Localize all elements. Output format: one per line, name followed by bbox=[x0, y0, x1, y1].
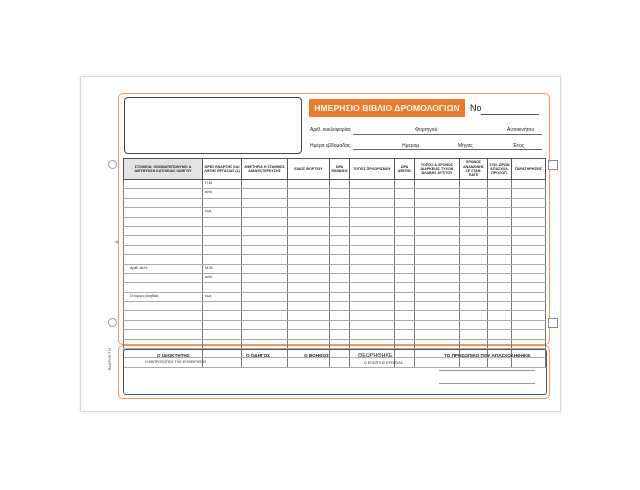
table-cell[interactable] bbox=[124, 330, 203, 339]
table-cell[interactable] bbox=[203, 208, 242, 217]
table-cell[interactable] bbox=[512, 255, 546, 264]
table-cell[interactable] bbox=[242, 264, 288, 273]
checkbox-footer-right[interactable] bbox=[548, 318, 558, 328]
table-cell[interactable] bbox=[242, 330, 288, 339]
table-cell[interactable] bbox=[488, 320, 512, 329]
staff-label: ΤΟ ΠΡΟΣΩΠΙΚΟ ΠΟΥ ΑΠΑΣΧΟΛΗΘΗΚΕ bbox=[444, 353, 531, 358]
table-cell[interactable] bbox=[288, 302, 330, 311]
table-cell[interactable] bbox=[512, 283, 546, 292]
table-cell[interactable] bbox=[415, 189, 460, 198]
table-cell[interactable] bbox=[203, 217, 242, 226]
table-cell[interactable] bbox=[242, 302, 288, 311]
table-cell[interactable] bbox=[288, 264, 330, 273]
table-cell[interactable] bbox=[488, 273, 512, 282]
header-remarks: ΠΑΡΑΤΗΡΗΣΕΙΣ bbox=[512, 159, 546, 180]
header-breakdown: ΤΟΠΟΣ & ΧΡΟΝΟΣ ΔΙΑΡΚΕΙΑΣ ΤΥΧΟΝ ΒΛΑΒΗΣ ΑΥΤ/ΤΟΥ bbox=[415, 159, 460, 180]
table-cell[interactable] bbox=[242, 208, 288, 217]
routes-table bbox=[123, 158, 546, 368]
table-cell[interactable] bbox=[124, 236, 203, 245]
table-cell[interactable] bbox=[350, 180, 395, 189]
driver-signature-label: Ο ΟΔΗΓΟΣ bbox=[246, 353, 271, 358]
table-cell[interactable] bbox=[288, 320, 330, 329]
header-work-hours: ΩΡΕΣ ΕΝΑΡΞΗΣ ΚΑΙ ΛΗΞΗΣ ΕΡΓΑΣΙΑΣ (1) bbox=[203, 159, 242, 180]
table-cell[interactable] bbox=[395, 339, 415, 348]
table-cell[interactable] bbox=[124, 302, 203, 311]
header-waiting-time: ΧΡΟΝΟΣ ΑΝΑΜΟΝΗΣ ΣΕ ΣΤΑΘ. ΠΑΤΕ bbox=[460, 159, 488, 180]
table-cell[interactable] bbox=[124, 217, 203, 226]
table-cell[interactable] bbox=[415, 273, 460, 282]
cell-label-eos1: έως bbox=[205, 209, 212, 214]
table-cell[interactable] bbox=[330, 330, 350, 339]
table-row bbox=[124, 273, 546, 282]
weekday-label: Ημέρα εβδομάδας bbox=[310, 143, 351, 149]
table-cell[interactable] bbox=[395, 208, 415, 217]
table-row bbox=[124, 311, 546, 320]
table-cell[interactable] bbox=[350, 283, 395, 292]
table-cell[interactable] bbox=[288, 217, 330, 226]
table-cell[interactable] bbox=[350, 273, 395, 282]
table-cell[interactable] bbox=[203, 330, 242, 339]
truck-label: Αυτοκινήτου bbox=[507, 127, 535, 133]
table-cell[interactable] bbox=[415, 330, 460, 339]
table-cell[interactable] bbox=[124, 245, 203, 254]
table-cell[interactable] bbox=[350, 339, 395, 348]
table-cell[interactable] bbox=[488, 245, 512, 254]
table-cell[interactable] bbox=[415, 264, 460, 273]
table-cell[interactable] bbox=[242, 273, 288, 282]
table-cell[interactable] bbox=[488, 189, 512, 198]
table-row bbox=[124, 236, 546, 245]
table-cell[interactable] bbox=[350, 198, 395, 207]
table-cell[interactable] bbox=[288, 311, 330, 320]
table-cell[interactable] bbox=[460, 180, 488, 189]
table-cell[interactable] bbox=[330, 236, 350, 245]
table-cell[interactable] bbox=[242, 320, 288, 329]
helper-signature-label: Ο ΒΟΗΘΟΣ bbox=[304, 353, 329, 358]
table-cell[interactable] bbox=[460, 311, 488, 320]
table-cell[interactable] bbox=[288, 226, 330, 235]
cell-label-eos2: έως bbox=[205, 293, 212, 298]
cell-label-pm: Π.Μ. bbox=[205, 181, 214, 185]
table-cell[interactable] bbox=[288, 273, 330, 282]
table-cell[interactable] bbox=[395, 320, 415, 329]
table-cell[interactable] bbox=[350, 330, 395, 339]
table-row bbox=[124, 217, 546, 226]
table-cell[interactable] bbox=[395, 245, 415, 254]
table-cell[interactable] bbox=[350, 245, 395, 254]
table-cell[interactable] bbox=[395, 302, 415, 311]
table-cell[interactable] bbox=[330, 217, 350, 226]
table-cell[interactable] bbox=[488, 180, 512, 189]
table-cell[interactable] bbox=[415, 198, 460, 207]
table-cell[interactable] bbox=[242, 255, 288, 264]
table-header-row bbox=[124, 159, 546, 180]
table-cell[interactable] bbox=[488, 198, 512, 207]
table-cell[interactable] bbox=[488, 236, 512, 245]
table-cell[interactable] bbox=[124, 320, 203, 329]
table-cell[interactable] bbox=[512, 245, 546, 254]
table-cell[interactable] bbox=[395, 292, 415, 301]
year-label: Έτος bbox=[513, 143, 525, 149]
table-cell[interactable] bbox=[350, 320, 395, 329]
header-arrival-time: ΩΡΑ ΑΦΙΞΗΣ bbox=[395, 159, 415, 180]
table-cell[interactable] bbox=[350, 255, 395, 264]
table-cell[interactable] bbox=[460, 264, 488, 273]
table-cell[interactable] bbox=[415, 180, 460, 189]
table-cell[interactable] bbox=[124, 198, 203, 207]
table-cell[interactable] bbox=[288, 198, 330, 207]
cell-label-helper-name: Όνομ/μο βοηθού bbox=[130, 293, 159, 298]
header-cargo-type: ΕΙΔΟΣ ΦΟΡΤΙΟΥ bbox=[288, 159, 330, 180]
table-row bbox=[124, 255, 546, 264]
table-cell[interactable] bbox=[330, 198, 350, 207]
table-cell[interactable] bbox=[242, 292, 288, 301]
table-cell[interactable] bbox=[350, 226, 395, 235]
table-cell[interactable] bbox=[124, 264, 203, 273]
table-cell[interactable] bbox=[415, 255, 460, 264]
checked-stamp-sub: Ο ΕΠΟΠΤΗΣ ΕΡΓΑΣΙΑΣ bbox=[364, 361, 403, 365]
signature-footer bbox=[123, 349, 547, 395]
table-cell[interactable] bbox=[395, 217, 415, 226]
plate-label: Αριθ. κυκλοφορίας bbox=[310, 127, 352, 133]
table-cell[interactable] bbox=[288, 189, 330, 198]
table-cell[interactable] bbox=[203, 264, 242, 273]
table-cell[interactable] bbox=[512, 217, 546, 226]
table-cell[interactable] bbox=[460, 189, 488, 198]
table-cell[interactable] bbox=[330, 339, 350, 348]
table-row bbox=[124, 283, 546, 292]
table-cell[interactable] bbox=[512, 273, 546, 282]
table-cell[interactable] bbox=[395, 273, 415, 282]
table-cell[interactable] bbox=[512, 292, 546, 301]
side-code: ΒΙΑΡΙ/ΚΤΗ bbox=[107, 347, 112, 370]
table-cell[interactable] bbox=[330, 311, 350, 320]
table-cell[interactable] bbox=[242, 283, 288, 292]
table-cell[interactable] bbox=[203, 236, 242, 245]
table-cell[interactable] bbox=[203, 189, 242, 198]
table-cell[interactable] bbox=[242, 189, 288, 198]
table-cell[interactable] bbox=[330, 320, 350, 329]
cell-label-mm: Μ.Μ. bbox=[205, 265, 214, 270]
table-cell[interactable] bbox=[395, 180, 415, 189]
address-box[interactable] bbox=[124, 97, 302, 154]
table-cell[interactable] bbox=[203, 273, 242, 282]
table-cell[interactable] bbox=[124, 208, 203, 217]
table-cell[interactable] bbox=[330, 273, 350, 282]
owner-signature-sub: Η ΕΚΠΡΟΣΩΠΟΣ ΤΗΣ ΕΠΙΧΕΙΡΗΣΗΣ bbox=[145, 360, 207, 364]
table-cell[interactable] bbox=[124, 189, 203, 198]
table-cell[interactable] bbox=[512, 208, 546, 217]
table-cell[interactable] bbox=[512, 302, 546, 311]
table-cell[interactable] bbox=[395, 198, 415, 207]
table-cell[interactable] bbox=[203, 311, 242, 320]
table-cell[interactable] bbox=[288, 236, 330, 245]
table-cell[interactable] bbox=[460, 236, 488, 245]
table-cell[interactable] bbox=[330, 208, 350, 217]
table-cell[interactable] bbox=[288, 292, 330, 301]
table-cell[interactable] bbox=[203, 283, 242, 292]
table-cell[interactable] bbox=[330, 255, 350, 264]
table-cell[interactable] bbox=[460, 245, 488, 254]
table-cell[interactable] bbox=[415, 226, 460, 235]
table-cell[interactable] bbox=[512, 236, 546, 245]
table-cell[interactable] bbox=[488, 302, 512, 311]
table-cell[interactable] bbox=[460, 255, 488, 264]
table-cell[interactable] bbox=[124, 283, 203, 292]
header-destination: ΤΟΠΟΣ ΠΡΟΟΡΙΣΜΟΥ bbox=[350, 159, 395, 180]
table-cell[interactable] bbox=[330, 292, 350, 301]
table-row bbox=[124, 245, 546, 254]
table-cell[interactable] bbox=[395, 264, 415, 273]
table-cell[interactable] bbox=[288, 245, 330, 254]
table-row bbox=[124, 302, 546, 311]
header-departure-time: ΩΡΑ ΕΚΙΝΗΣΗ bbox=[330, 159, 350, 180]
table-cell[interactable] bbox=[124, 273, 203, 282]
table-cell[interactable] bbox=[395, 311, 415, 320]
table-cell[interactable] bbox=[242, 217, 288, 226]
table-cell[interactable] bbox=[488, 330, 512, 339]
table-cell[interactable] bbox=[395, 283, 415, 292]
table-row bbox=[124, 226, 546, 235]
month-label: Μήνας bbox=[458, 143, 473, 149]
table-cell[interactable] bbox=[350, 217, 395, 226]
table-cell[interactable] bbox=[512, 320, 546, 329]
table-cell[interactable] bbox=[395, 236, 415, 245]
table-cell[interactable] bbox=[350, 302, 395, 311]
cargo-label: Φορτηγού bbox=[415, 127, 438, 133]
table-cell[interactable] bbox=[460, 208, 488, 217]
table-row bbox=[124, 339, 546, 348]
table-cell[interactable] bbox=[124, 180, 203, 189]
table-cell[interactable] bbox=[460, 292, 488, 301]
table-cell[interactable] bbox=[512, 198, 546, 207]
table-cell[interactable] bbox=[203, 226, 242, 235]
table-cell[interactable] bbox=[288, 255, 330, 264]
table-cell[interactable] bbox=[242, 180, 288, 189]
table-cell[interactable] bbox=[203, 339, 242, 348]
table-cell[interactable] bbox=[460, 339, 488, 348]
table-row bbox=[124, 320, 546, 329]
table-row bbox=[124, 180, 546, 189]
header-total-hours: ΣΥΝ. ΩΡΩΝ ΑΠΑΣΧΟΛ. ΠΡΟΣΩΠ. bbox=[488, 159, 512, 180]
table-cell[interactable] bbox=[330, 180, 350, 189]
table-cell[interactable] bbox=[488, 208, 512, 217]
table-cell[interactable] bbox=[124, 226, 203, 235]
table-cell[interactable] bbox=[415, 339, 460, 348]
cell-label-apo2: από bbox=[205, 274, 212, 279]
table-cell[interactable] bbox=[488, 217, 512, 226]
table-cell[interactable] bbox=[242, 339, 288, 348]
number-label: No bbox=[470, 103, 482, 113]
table-cell[interactable] bbox=[330, 283, 350, 292]
table-cell[interactable] bbox=[488, 264, 512, 273]
table-cell[interactable] bbox=[288, 330, 330, 339]
table-cell[interactable] bbox=[488, 292, 512, 301]
table-cell[interactable] bbox=[460, 283, 488, 292]
table-cell[interactable] bbox=[350, 189, 395, 198]
pointer-mark-icon: ◄ bbox=[113, 239, 120, 246]
checkbox-header-right[interactable] bbox=[548, 160, 558, 170]
punch-hole-top bbox=[108, 160, 117, 169]
table-cell[interactable] bbox=[288, 283, 330, 292]
table-cell[interactable] bbox=[512, 189, 546, 198]
table-cell[interactable] bbox=[395, 255, 415, 264]
table-cell[interactable] bbox=[350, 264, 395, 273]
table-cell[interactable] bbox=[124, 339, 203, 348]
table-cell[interactable] bbox=[203, 292, 242, 301]
table-cell[interactable] bbox=[395, 226, 415, 235]
table-cell[interactable] bbox=[415, 311, 460, 320]
table-cell[interactable] bbox=[350, 236, 395, 245]
table-cell[interactable] bbox=[395, 330, 415, 339]
plate-line[interactable] bbox=[353, 134, 542, 135]
table-cell[interactable] bbox=[460, 226, 488, 235]
table-cell[interactable] bbox=[460, 273, 488, 282]
table-cell[interactable] bbox=[203, 198, 242, 207]
table-cell[interactable] bbox=[512, 180, 546, 189]
owner-signature-label: Ο ΙΔΙΟΚΤΗΤΗΣ bbox=[157, 353, 190, 358]
table-cell[interactable] bbox=[415, 292, 460, 301]
table-cell[interactable] bbox=[124, 255, 203, 264]
table-cell[interactable] bbox=[415, 283, 460, 292]
table-cell[interactable] bbox=[203, 255, 242, 264]
table-cell[interactable] bbox=[395, 189, 415, 198]
table-cell[interactable] bbox=[415, 302, 460, 311]
form-title: ΗΜΕΡΗΣΙΟ ΒΙΒΛΙΟ ΔΡΟΜΟΛΟΓΙΩΝ bbox=[309, 99, 465, 117]
table-cell[interactable] bbox=[203, 245, 242, 254]
table-cell[interactable] bbox=[203, 180, 242, 189]
table-cell[interactable] bbox=[415, 217, 460, 226]
table-cell[interactable] bbox=[415, 208, 460, 217]
table-cell[interactable] bbox=[288, 339, 330, 348]
date-line[interactable] bbox=[353, 149, 542, 150]
table-cell[interactable] bbox=[330, 302, 350, 311]
table-cell[interactable] bbox=[488, 339, 512, 348]
table-cell[interactable] bbox=[242, 236, 288, 245]
cell-label-apo1: από bbox=[205, 190, 212, 195]
table-cell[interactable] bbox=[512, 264, 546, 273]
table-row bbox=[124, 264, 546, 273]
day-label: Ημερομ. bbox=[402, 143, 421, 149]
table-row bbox=[124, 198, 546, 207]
checked-stamp-label: ΘΕΩΡΗΘΗΚΕ bbox=[358, 353, 393, 359]
table-cell[interactable] bbox=[512, 339, 546, 348]
table-cell[interactable] bbox=[203, 302, 242, 311]
table-cell[interactable] bbox=[124, 311, 203, 320]
table-cell[interactable] bbox=[242, 198, 288, 207]
table-cell[interactable] bbox=[415, 236, 460, 245]
table-row bbox=[124, 208, 546, 217]
table-row bbox=[124, 292, 546, 301]
table-cell[interactable] bbox=[330, 226, 350, 235]
table-cell[interactable] bbox=[460, 302, 488, 311]
table-cell[interactable] bbox=[460, 330, 488, 339]
table-cell[interactable] bbox=[460, 198, 488, 207]
header-driver-info: ΣΤΟΙΧΕΙΑ: ΟΝΟΜΑΤΕΠΩΝΥΜΟ & ΔΙΕΥΘΥΝΣΗ ΚΑΤΟΙΚΙΑΣ ΟΔΗΓΟΥ bbox=[124, 159, 203, 180]
table-cell[interactable] bbox=[460, 320, 488, 329]
staff-line-2[interactable] bbox=[439, 383, 535, 384]
table-cell[interactable] bbox=[203, 320, 242, 329]
number-line[interactable] bbox=[481, 114, 539, 115]
table-cell[interactable] bbox=[242, 245, 288, 254]
table-cell[interactable] bbox=[288, 208, 330, 217]
cell-label-id-no: Αριθ. Δελτ. bbox=[130, 265, 149, 270]
table-cell[interactable] bbox=[242, 226, 288, 235]
header-departure-station: ΑΦΕΤΗΡΙΑ Η ΣΤΑΘΜΟΣ ΔΙΑΝΥΚΤΕΡΕΥΣΗΣ bbox=[242, 159, 288, 180]
table-cell[interactable] bbox=[488, 255, 512, 264]
table-cell[interactable] bbox=[415, 245, 460, 254]
table-cell[interactable] bbox=[330, 245, 350, 254]
table-cell[interactable] bbox=[124, 292, 203, 301]
table-cell[interactable] bbox=[330, 264, 350, 273]
table-cell[interactable] bbox=[242, 311, 288, 320]
table-cell[interactable] bbox=[488, 311, 512, 320]
table-cell[interactable] bbox=[350, 208, 395, 217]
table-row bbox=[124, 330, 546, 339]
table-cell[interactable] bbox=[330, 189, 350, 198]
table-cell[interactable] bbox=[488, 283, 512, 292]
table-cell[interactable] bbox=[350, 292, 395, 301]
table-cell[interactable] bbox=[415, 320, 460, 329]
staff-line-1[interactable] bbox=[439, 370, 535, 371]
table-cell[interactable] bbox=[512, 226, 546, 235]
punch-hole-bottom bbox=[108, 318, 117, 327]
table-row bbox=[124, 189, 546, 198]
table-cell[interactable] bbox=[512, 330, 546, 339]
table-cell[interactable] bbox=[512, 311, 546, 320]
table-cell[interactable] bbox=[488, 226, 512, 235]
table-cell[interactable] bbox=[350, 311, 395, 320]
table-cell[interactable] bbox=[288, 180, 330, 189]
table-cell[interactable] bbox=[460, 217, 488, 226]
